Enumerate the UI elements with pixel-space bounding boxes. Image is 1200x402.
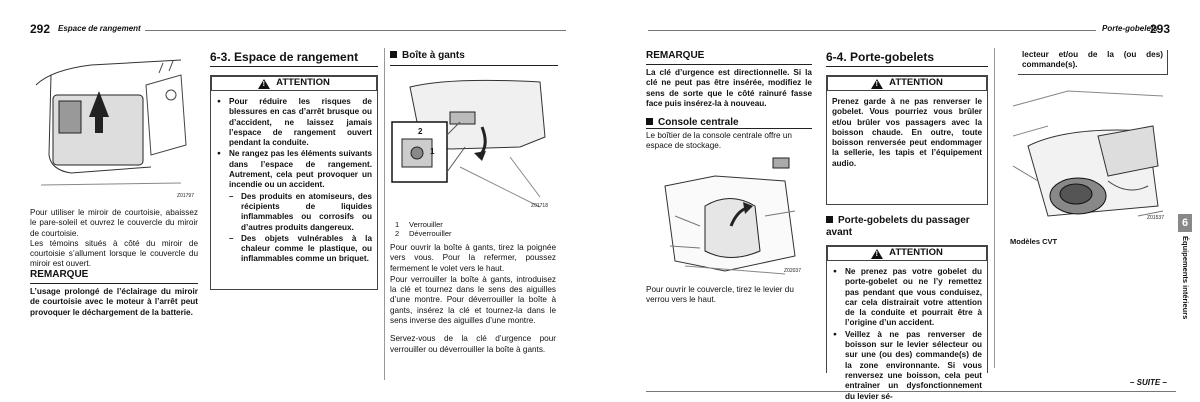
divider — [826, 66, 988, 67]
warning-icon: ! — [258, 79, 270, 89]
divider — [30, 283, 198, 284]
attention-text: Prenez garde à ne pas renverser le gobelet. Vous pourriez vous brûler et/ou brûler vos passagers avec la boisson chaude. En outre, toute boisson renversée peut endommager la sellerie, les tapis et l’équipement audio. — [832, 97, 982, 168]
list-item: ● Ne rangez pas les éléments suivants dans l’espace de rangement. Autrement, cela peut provoquer un incendie ou un accident. — [216, 149, 372, 190]
title-text: Boîte à gants — [402, 50, 465, 61]
square-bullet-icon — [390, 51, 397, 58]
remark-title: REMARQUE — [646, 50, 705, 61]
section-title-glovebox — [390, 50, 465, 62]
section-title-passenger — [826, 215, 988, 239]
square-bullet-icon — [646, 118, 653, 125]
console-instruction: Pour ouvrir le couvercle, tirez le levier du verrou vers le haut. — [646, 285, 794, 305]
figure-code: Z02037 — [784, 268, 801, 274]
console-figure — [655, 156, 805, 282]
remark-block — [30, 269, 198, 318]
divider — [646, 64, 812, 65]
warning-icon: ! — [871, 249, 883, 259]
cupholder-figure — [1008, 86, 1168, 231]
warning-list — [832, 267, 982, 402]
attention-label: ATTENTION — [889, 247, 943, 259]
divider — [646, 128, 812, 129]
section-title-cupholders: 6-4. Porte-gobelets — [826, 50, 935, 64]
divider — [390, 65, 558, 66]
remark-title: REMARQUE — [30, 269, 89, 280]
title-text: Porte-gobelets du passager avant — [826, 215, 970, 238]
paragraph: Les témoins situés à côté du miroir de courtoisie s’allument lorsque le couvercle du miroir est ouvert. — [30, 238, 198, 269]
attention-box-storage — [210, 75, 378, 290]
section-header-left: Espace de rangement — [58, 24, 141, 33]
list-item: ● Veillez à ne pas renverser de boisson sur le levier sélecteur ou sur une (ou des) commande(s) de la zone environnante. Si vous renversez une boisson, cela peut entraîner un dysfonctionnement du levier sé- — [832, 330, 982, 402]
vanity-mirror-figure — [31, 55, 196, 203]
title-text: Console centrale — [658, 117, 739, 128]
remark-block — [646, 50, 812, 109]
paragraph: Pour ouvrir la boîte à gants, tirez la poignée vers vous. Pour la refermer, poussez fermement le volet vers le haut. — [390, 243, 556, 273]
figure-caption: Modèles CVT — [1010, 237, 1058, 246]
figure-code: Z01537 — [1147, 215, 1164, 221]
section-header-right: Porte-gobelets — [1102, 24, 1159, 33]
continued-footer: – SUITE – — [1130, 378, 1167, 387]
attention-header — [827, 246, 987, 261]
attention-label: ATTENTION — [276, 77, 330, 89]
list-item: ● Ne prenez pas votre gobelet du porte-gobelet ou ne l’y remettez pas pendant que vous conduisez, car cela distrairait votre attention de la conduite et pourrait être à l’origine d’un accident. — [832, 267, 982, 329]
page-number-right: 293 — [1150, 22, 1171, 36]
remark-text: La clé d’urgence est directionnelle. Si la clé ne peut pas être insérée, modifiez le sens de sorte que le côté rainuré fasse face puis insérez-la à nouveau. — [646, 68, 812, 108]
vanity-mirror-text — [30, 208, 198, 270]
attention-box-passenger — [826, 245, 988, 401]
glovebox-text — [390, 243, 556, 355]
figure-label-2: 2 — [418, 127, 423, 136]
attention-box-cupholder — [826, 75, 988, 205]
figure-code: Z01718 — [531, 203, 548, 209]
square-bullet-icon — [826, 216, 833, 223]
column-divider — [384, 48, 385, 380]
figure-legend — [395, 220, 555, 238]
list-item: ● Pour réduire les risques de blessures en cas d’arrêt brusque ou d’accident, ne laissez jamais l’espace de rangement ouvert pendant la conduite. — [216, 97, 372, 148]
header-rule-left — [145, 30, 566, 31]
list-item: – Des objets vulnérables à la chaleur comme le plastique, ou inflammables comme un briquet. — [216, 234, 372, 265]
warning-icon: ! — [871, 79, 883, 89]
list-item: – Des produits en atomiseurs, des récipients de liquides inflammables ou corrosifs ou d’autres produits dangereux. — [216, 192, 372, 233]
legend-item: 1 Verrouiller — [395, 220, 443, 229]
continued-warning: lecteur et/ou de la (ou des) commande(s). — [1018, 50, 1168, 74]
divider — [210, 66, 378, 67]
glovebox-figure — [390, 77, 550, 217]
page-number-left: 292 — [30, 22, 51, 36]
console-text: Le boîtier de la console centrale offre un espace de stockage. — [646, 131, 792, 151]
figure-code: Z01797 — [177, 193, 194, 199]
paragraph: Pour utiliser le miroir de courtoisie, abaissez le pare-soleil et ouvrez le couvercle du miroir de courtoisie. — [30, 208, 198, 238]
divider — [1018, 74, 1168, 75]
column-divider — [994, 48, 995, 368]
footer-rule — [646, 391, 1176, 392]
attention-header — [211, 76, 377, 91]
paragraph: Pour verrouiller la boîte à gants, introduisez la clé et tournez dans le sens des aiguilles d’une montre. Pour déverrouiller la boîte à gants, insérez la clé et tournez-la dans le sens inverse des aiguilles d’une montre. — [390, 274, 556, 326]
chapter-tab-text: Équipements intérieurs — [1181, 236, 1190, 320]
attention-header — [827, 76, 987, 91]
legend-item: 2 Déverrouiller — [395, 229, 452, 238]
figure-label-1: 1 — [430, 147, 435, 156]
dash-list — [216, 192, 372, 265]
section-title-storage: 6-3. Espace de rangement — [210, 50, 359, 64]
header-rule-right — [648, 30, 1096, 31]
remark-text: L’usage prolongé de l’éclairage du miroir de courtoisie avec le moteur à l’arrêt peut provoquer le déchargement de la batterie. — [30, 287, 198, 317]
warning-list — [216, 97, 372, 191]
paragraph: Servez-vous de la clé d’urgence pour verrouiller ou déverrouiller la boîte à gants. — [390, 334, 556, 354]
attention-label: ATTENTION — [889, 77, 943, 89]
chapter-tab-number: 6 — [1178, 214, 1192, 232]
